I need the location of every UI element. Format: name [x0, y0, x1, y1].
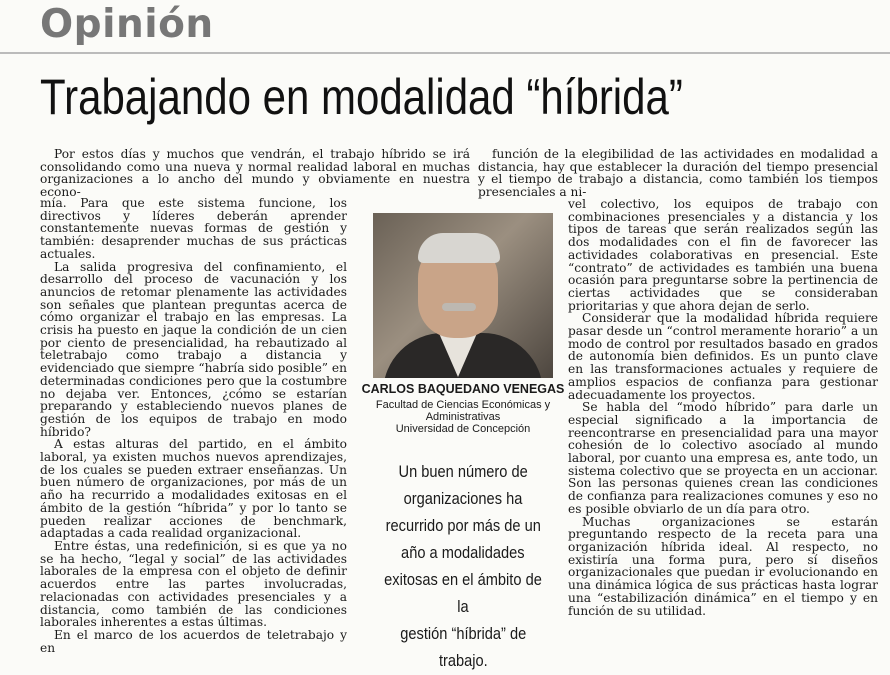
author-affiliation	[360, 399, 566, 435]
paragraph: Entre éstas, una redefinición, si es que ya no se ha hecho, “legal y social” de las actividades laborales de la empresa con el objeto de definir acuerdos entre las partes involucradas, relacionadas con actividades presenciales y a distancia, como también de las condiciones laborales inherentes a estas últimas.	[40, 538, 347, 630]
paragraph: Se habla del “modo híbrido” para darle un especial significado a la importancia de reencontrarse en presencialidad para una mayor cohesión de lo colectivo asociado al mundo laboral, por cuanto una empresa es, ante todo, un sistema colectivo que se proyecta en un accionar. Son las personas quienes crean las condiciones de confianza para realizaciones comunes y eso no es posible obviarlo de un día para otro.	[568, 400, 878, 516]
author-name: CARLOS BAQUEDANO VENEGAS	[361, 382, 565, 396]
pull-quote-line: año a modalidades	[401, 543, 525, 562]
affiliation-line: Universidad de Concepción	[395, 423, 531, 435]
paragraph: función de la elegibilidad de las actividades en modalidad a distancia, hay que establecer la duración del tiempo presencial y el tiempo de trabajo a distancia, como también los tiempos presenciales a ni-	[478, 147, 878, 200]
pull-quote-line: Un buen número de	[398, 462, 528, 481]
paragraph: Por estos días y muchos que vendrán, el trabajo híbrido se irá consolidando como una nueva y normal realidad laboral en muchas organizaciones a lo ancho del mundo y obviamente en nuestra econo-	[40, 147, 470, 200]
paragraph: La salida progresiva del confinamiento, el desarrollo del proceso de vacunación y los anuncios de retomar plenamente las actividades son señales que plantean preguntas acerca de cómo organizar el trabajo en las empresas. La crisis ha puesto en jaque la condición de un cien por ciento de presencialidad, ha rebautizado al teletrabajo como trabajo a distancia y evidenciado que siempre “habría sido posible” en determinadas condiciones pero que la costumbre no dejaba ver. Entonces, ¿cómo se estarían preparando y estableciendo nuevos planes de gestión de los equipos de trabajo en modo híbrido?	[40, 259, 347, 439]
headline: Trabajando en modalidad “híbrida”	[40, 69, 683, 125]
pull-quote-line: recurrido por más de un	[385, 516, 541, 535]
pull-quote-line: trabajo.	[438, 651, 488, 670]
paragraph: En el marco de los acuerdos de teletrabajo y en	[40, 627, 347, 655]
section-divider	[0, 52, 890, 54]
pull-quote-line: gestión “híbrida” de	[400, 624, 526, 643]
affiliation-line: Administrativas	[425, 411, 501, 423]
author-photo	[373, 213, 553, 378]
paragraph: Muchas organizaciones se estarán preguntando respecto de la receta para una organización híbrida ideal. Al respecto, no existiría una forma pura, pero sí diseños organizacionales que puedan ir evolucionando en una dinámica lógica de sus prácticas hasta lograr una “estabilización dinámica” en el tiempo y en función de su utilidad.	[568, 514, 878, 618]
pull-quote	[364, 458, 562, 674]
column-2-body	[568, 198, 878, 617]
affiliation-line: Facultad de Ciencias Económicas y	[375, 399, 551, 411]
paragraph: Considerar que la modalidad híbrida requiere pasar desde un “control meramente horario” a un modo de control por resultados basado en grados de autonomía bien definidos. Es un punto clave en las transformaciones actuales y requiere de amplios espacios de confianza para gestionar adecuadamente los proyectos.	[568, 311, 878, 402]
paragraph: A estas alturas del partido, en el ámbito laboral, ya existen muchos nuevos aprendizajes, de los cuales se pueden extraer enseñanzas. Un buen número de organizaciones, por más de un año ha recurrido a modalidades exitosas en el ámbito de la gestión “híbrida” y por lo tanto se pueden realizar acciones de benchmark, adaptadas a cada realidad organizacional.	[40, 437, 347, 541]
pull-quote-line: organizaciones ha	[403, 489, 523, 508]
column-1-body	[40, 197, 347, 654]
column-2-intro	[478, 148, 878, 199]
column-1-intro	[40, 148, 470, 199]
section-title: Opinión	[40, 2, 214, 47]
paragraph: mía. Para que este sistema funcione, los directivos y líderes deberán aprender constantemente nuevas formas de gestión y también: desaprender muchas de sus prácticas actuales.	[40, 196, 347, 261]
paragraph: vel colectivo, los equipos de trabajo con combinaciones presenciales y a distancia y los tipos de tareas que serán realizados según las dos modalidades con el fin de favorecer las actividades colaborativas en presencial. Este “contrato” de actividades es también una buena ocasión para preguntarse sobre la pertinencia de ciertas actividades que se consideraban prioritarias y que ahora dejan de serlo.	[568, 197, 878, 313]
pull-quote-line: exitosas en el ámbito de la	[384, 570, 542, 616]
